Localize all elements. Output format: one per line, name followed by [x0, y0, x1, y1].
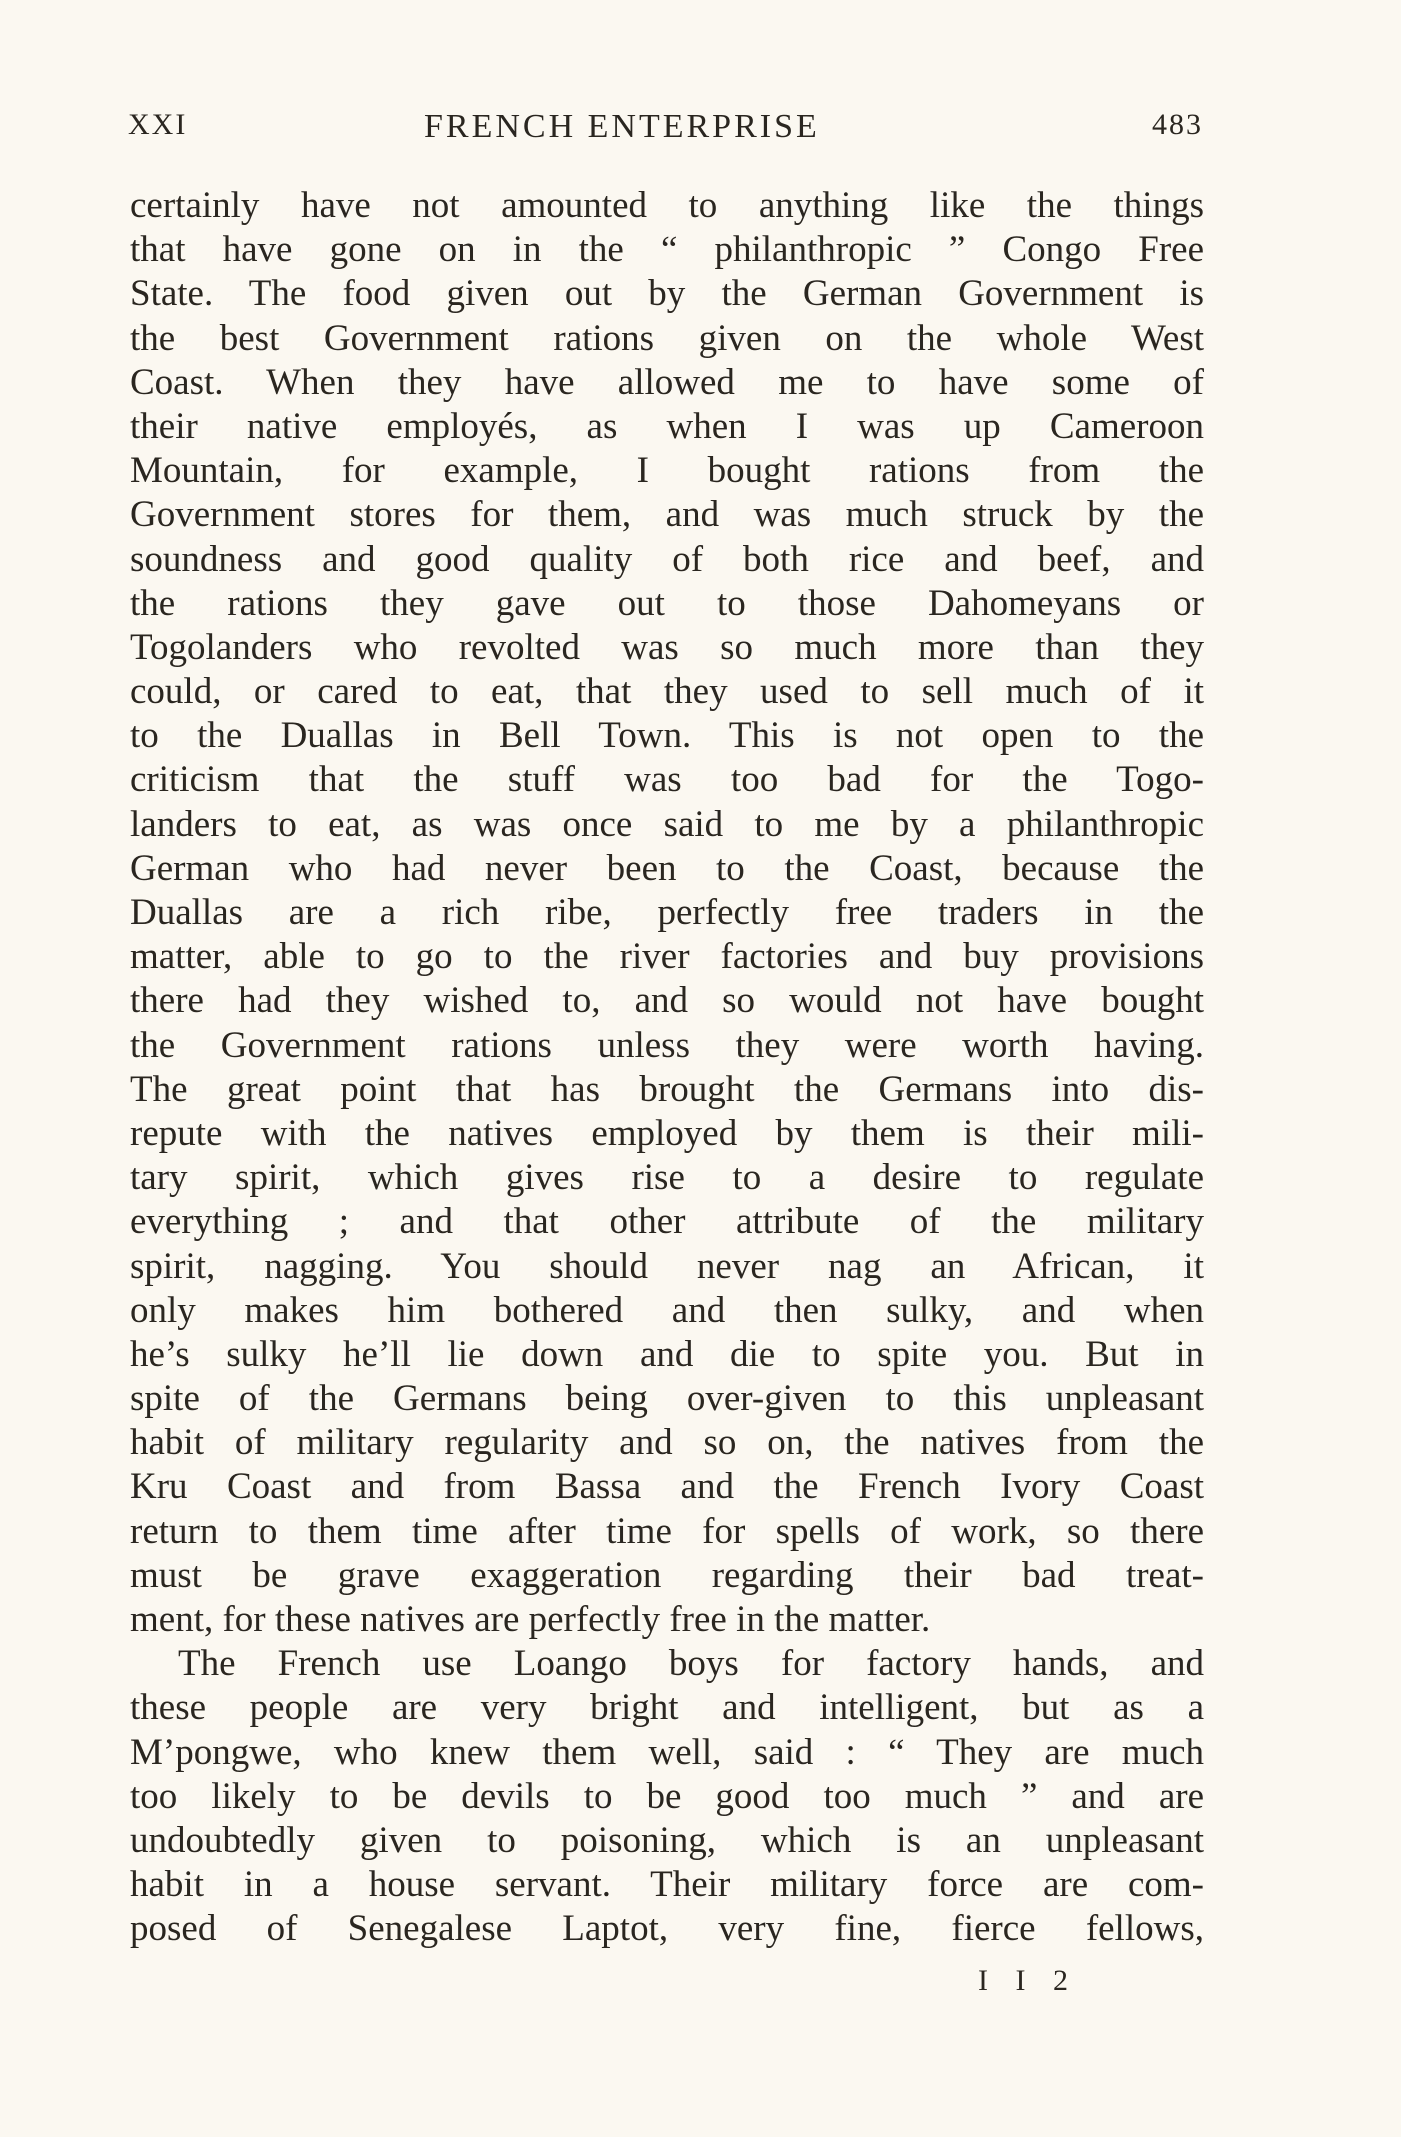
text-line: habit of military regularity and so on, the natives from the: [130, 1422, 1204, 1464]
text-line: ment, for these natives are perfectly free in the matter.: [130, 1599, 931, 1640]
text-line: The great point that has brought the Germans into dis-: [130, 1068, 1204, 1110]
text-line: certainly have not amounted to anything like the things: [130, 185, 1204, 226]
chapter-number: XXI: [128, 108, 188, 141]
text-line: Mountain, for example, I bought rations from the: [130, 450, 1204, 492]
text-line: their native employés, as when I was up Cameroon: [130, 405, 1204, 447]
text-line: Duallas are a rich ribe, perfectly free traders in the: [130, 892, 1204, 933]
text-line: soundness and good quality of both rice and beef, and: [130, 538, 1204, 580]
text-line: landers to eat, as was once said to me by a philanthropic: [130, 803, 1204, 845]
text-line: undoubtedly given to poisoning, which is an unpleasant: [130, 1819, 1204, 1861]
running-title: FRENCH ENTERPRISE: [424, 108, 820, 145]
text-line: everything ; and that other attribute of the military: [130, 1201, 1204, 1243]
text-line: Kru Coast and from Bassa and the French Ivory Coast: [130, 1466, 1204, 1508]
text-line: posed of Senegalese Laptot, very fine, fierce fellows,: [130, 1908, 1204, 1950]
text-line: to the Duallas in Bell Town. This is not open to the: [130, 715, 1204, 757]
text-line: he’s sulky he’ll lie down and die to spite you. But in: [130, 1333, 1204, 1375]
text-line: repute with the natives employed by them is their mili-: [130, 1112, 1204, 1154]
text-line: Togolanders who revolted was so much more than they: [130, 626, 1204, 668]
text-line: the rations they gave out to those Dahomeyans or: [130, 582, 1204, 624]
text-line: Coast. When they have allowed me to have some of: [130, 361, 1204, 403]
text-line: German who had never been to the Coast, because the: [130, 847, 1204, 889]
text-line: too likely to be devils to be good too much ” and are: [130, 1775, 1204, 1817]
text-line: Government stores for them, and was much struck by the: [130, 494, 1204, 536]
text-line: the Government rations unless they were worth having.: [130, 1024, 1204, 1066]
text-line: the best Government rations given on the whole West: [130, 317, 1204, 359]
running-head: [128, 108, 1203, 158]
text-line: return to them time after time for spells of work, so there: [130, 1510, 1204, 1552]
text-line: State. The food given out by the German Government is: [130, 273, 1204, 315]
text-line: matter, able to go to the river factories and buy provisions: [130, 936, 1204, 978]
text-line: spite of the Germans being over-given to this unpleasant: [130, 1378, 1204, 1420]
signature-mark: I I 2: [978, 1964, 1078, 1997]
text-line: only makes him bothered and then sulky, and when: [130, 1289, 1204, 1331]
text-line: habit in a house servant. Their military force are com-: [130, 1864, 1204, 1906]
text-line: that have gone on in the “ philanthropic ” Congo Free: [130, 229, 1204, 271]
text-line: criticism that the stuff was too bad for the Togo-: [130, 759, 1204, 801]
text-line: these people are very bright and intelligent, but as a: [130, 1687, 1204, 1729]
text-line: could, or cared to eat, that they used to sell much of it: [130, 671, 1204, 713]
page-number: 483: [1152, 108, 1203, 141]
paragraph-2: [130, 1642, 1204, 1951]
text-line: must be grave exaggeration regarding their bad treat-: [130, 1554, 1204, 1596]
text-line: spirit, nagging. You should never nag an African, it: [130, 1245, 1204, 1287]
text-line: M’pongwe, who knew them well, said : “ They are much: [130, 1731, 1204, 1773]
body-text: [130, 184, 1204, 1952]
text-line: there had they wished to, and so would not have bought: [130, 980, 1204, 1022]
text-line: tary spirit, which gives rise to a desire to regulate: [130, 1157, 1204, 1199]
paragraph-1: [130, 184, 1204, 1642]
text-line: The French use Loango boys for factory hands, and: [178, 1643, 1204, 1685]
